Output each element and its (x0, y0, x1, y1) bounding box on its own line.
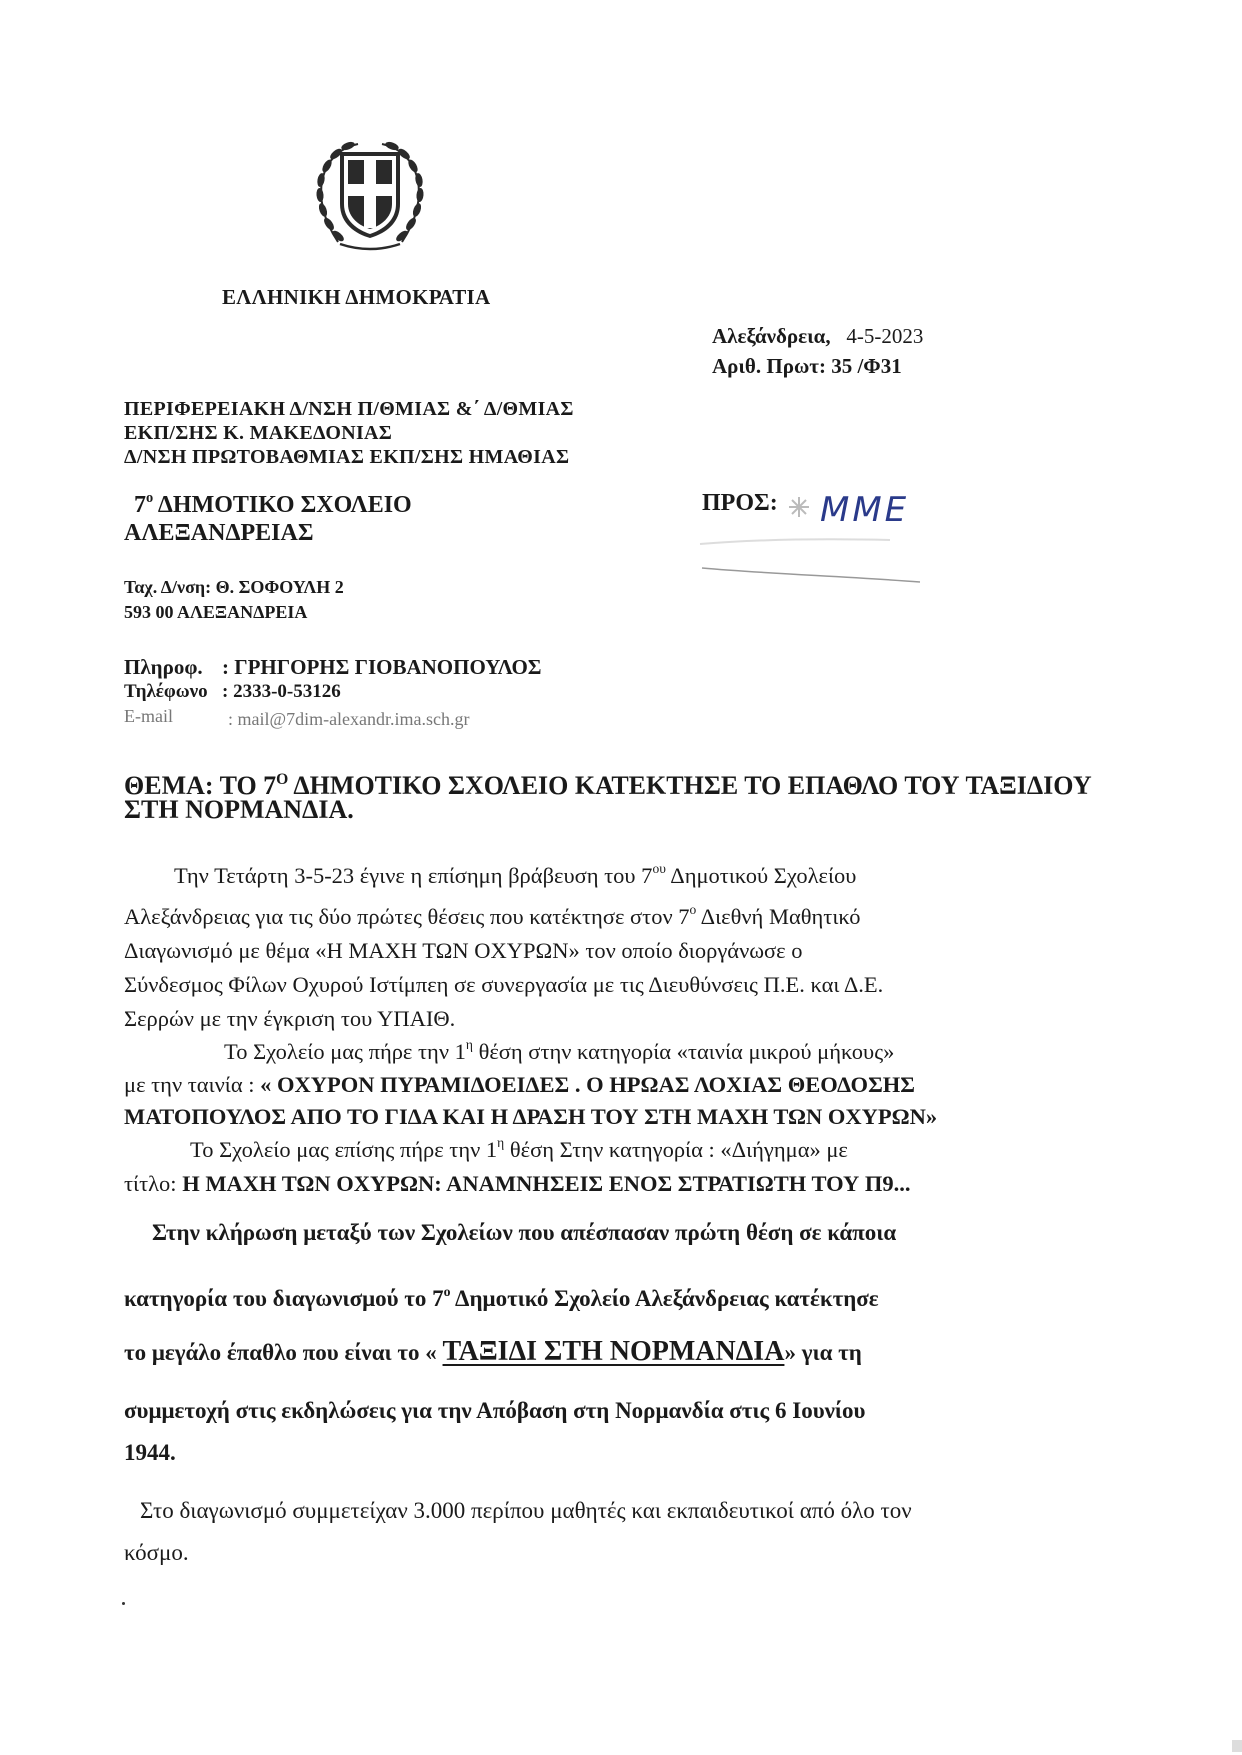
scan-smudge-lines (690, 530, 930, 590)
email-label: E-mail (124, 706, 173, 726)
p4-line-2-a: κατηγορία του διαγωνισμού το 7 (124, 1286, 444, 1311)
scan-speck (122, 1602, 125, 1605)
paragraph-short-film (124, 1028, 937, 1133)
phone-number: : 2333-0-53126 (222, 681, 341, 702)
story-title: Η ΜΑΧΗ ΤΩΝ ΟΧΥΡΩΝ: ΑΝΑΜΝΗΣΕΙΣ ΕΝΟΣ ΣΤΡΑΤΙΩΤΗ ΤΟΥ Π9... (182, 1171, 911, 1196)
paragraph-award-ceremony (124, 852, 883, 1036)
p1-line-2 (124, 893, 883, 934)
protocol-number: Αριθ. Πρωτ: 35 /Φ31 (712, 354, 902, 378)
p1-line-3: Διαγωνισμό με θέμα «Η ΜΑΧΗ ΤΩΝ ΟΧΥΡΩΝ» τον οποίο διοργάνωσε ο (124, 938, 803, 963)
subject-rest: ΔΗΜΟΤΙΚΟ ΣΧΟΛΕΙΟ ΚΑΤΕΚΤΗΣΕ ΤΟ ΕΠΑΘΛΟ ΤΟΥ ΤΑΞΙΔΙΟΥ (288, 771, 1092, 800)
contact-person-row (124, 655, 203, 680)
subject-sup: Ο (276, 771, 289, 788)
p4-line-3 (124, 1336, 862, 1368)
p5-line-1: Στο διαγωνισμό συμμετείχαν 3.000 περίπου μαθητές και εκπαιδευτικοί από όλο τον (140, 1498, 912, 1523)
p4-line-3-a: το μεγάλο έπαθλο που είναι το « (124, 1340, 443, 1365)
p2-line-2-a: με την ταινία : (124, 1072, 261, 1097)
p4-line-1: Στην κλήρωση μεταξύ των Σχολείων που απέσπασαν πρώτη θέση σε κάποια (152, 1220, 897, 1245)
p2-line-1-sup: η (465, 1037, 473, 1052)
p1-line-1-b: Δημοτικού Σχολείου (665, 863, 857, 888)
p3-line-1 (124, 1126, 911, 1167)
p4-line-3-b: » για τη (784, 1340, 862, 1365)
contact-person-label: Πληροφ. (124, 655, 203, 679)
film-title-part-1: « ΟΧΥΡΟΝ ΠΥΡΑΜΙΔΟΕΙΔΕΣ . Ο ΗΡΩΑΣ ΛΟΧΙΑΣ ΘΕΟΔΟΣΗΣ (260, 1072, 915, 1097)
p3-line-2-a: τίτλο: (124, 1171, 183, 1196)
date-value: 4-5-2023 (846, 324, 924, 348)
date-line (712, 324, 923, 349)
school-name-line-1 (134, 490, 412, 519)
p1-line-5: Σερρών με την έγκριση του ΥΠΑΙΘ. (124, 1006, 456, 1031)
film-title-part-2: ΜΑΤΟΠΟΥΛΟΣ ΑΠΟ ΤΟ ΓΙΔΑ ΚΑΙ Η ΔΡΑΣΗ ΤΟΥ ΣΤΗ ΜΑΧΗ ΤΩΝ ΟΧΥΡΩΝ» (124, 1104, 938, 1129)
school-number: 7 (134, 492, 146, 518)
postal-address: Ταχ. Δ/νση: Θ. ΣΟΦΟΥΛΗ 2 (124, 577, 344, 597)
p1-line-1-sup: ου (652, 861, 666, 876)
p2-line-1-b: θέση στην κατηγορία «ταινία μικρού μήκους» (472, 1039, 895, 1064)
regional-directorate-line-2: ΕΚΠ/ΣΗΣ Κ. ΜΑΚΕΔΟΝΙΑΣ (124, 422, 393, 444)
prize-title: ΤΑΞΙΔΙ ΣΤΗ ΝΟΡΜΑΝΔΙΑ (442, 1336, 785, 1367)
email-address: : mail@7dim-alexandr.ima.sch.gr (228, 709, 470, 729)
p5-line-2: κόσμο. (124, 1540, 189, 1565)
p2-line-2 (124, 1069, 937, 1101)
p3-line-1-sup: η (497, 1135, 505, 1150)
coat-of-arms-emblem (300, 122, 440, 262)
p1-line-2-a: Αλεξάνδρειας για τις δύο πρώτες θέσεις που κατέκτησε στον 7 (124, 904, 690, 929)
p4-line-4: συμμετοχή στις εκδηλώσεις για την Απόβαση στη Νορμανδία στις 6 Ιουνίου (124, 1398, 866, 1423)
date-place: Αλεξάνδρεια, (712, 324, 831, 348)
p1-line-4: Σύνδεσμος Φίλων Οχυρού Ιστίμπεη σε συνεργασία με τις Διευθύνσεις Π.Ε. και Δ.Ε. (124, 972, 884, 997)
primary-education-directorate: Δ/ΝΣΗ ΠΡΩΤΟΒΑΘΜΙΑΣ ΕΚΠ/ΣΗΣ ΗΜΑΘΙΑΣ (124, 446, 570, 468)
handwritten-recipient: ΜΜΕ (820, 490, 910, 530)
p1-line-1 (124, 852, 883, 893)
p2-line-1-a: Το Σχολείο μας πήρε την 1 (224, 1039, 466, 1064)
recipient-label: ΠΡΟΣ: (702, 490, 778, 516)
p1-line-1-a: Την Τετάρτη 3-5-23 έγινε η επίσημη βράβευση του 7 (174, 863, 653, 888)
school-name-line-2: ΑΛΕΞΑΝΔΡΕΙΑΣ (124, 520, 314, 546)
school-number-sup: ο (146, 490, 154, 506)
scan-corner-mark (1232, 1740, 1242, 1752)
p4-line-2-sup: ο (443, 1284, 451, 1299)
p1-line-2-b: Διεθνή Μαθητικό (696, 904, 861, 929)
subject-prefix: ΘΕΜΑ: ΤΟ 7 (124, 771, 277, 800)
school-name-text: ΔΗΜΟΤΙΚΟ ΣΧΟΛΕΙΟ (153, 492, 412, 518)
regional-directorate-line: ΠΕΡΙΦΕΡΕΙΑΚΗ Δ/ΝΣΗ Π/ΘΜΙΑΣ &΄ Δ/ΘΜΙΑΣ (124, 398, 574, 420)
stamp-mark-icon (788, 496, 810, 518)
p3-line-2 (124, 1167, 911, 1201)
p1-line-2-sup: ο (689, 902, 697, 917)
paragraph-short-story (124, 1126, 911, 1201)
subject-line-2: ΣΤΗ ΝΟΡΜΑΝΔΙΑ. (124, 795, 354, 824)
republic-heading: ΕΛΛΗΝΙΚΗ ΔΗΜΟΚΡΑΤΙΑ (222, 285, 491, 309)
p2-line-1 (124, 1028, 937, 1069)
p3-line-1-a: Το Σχολείο μας επίσης πήρε την 1 (190, 1137, 498, 1162)
contact-person-name: : ΓΡΗΓΟΡΗΣ ΓΙΟΒΑΝΟΠΟΥΛΟΣ (222, 655, 542, 679)
p3-line-1-b: θέση Στην κατηγορία : «Διήγημα» με (504, 1137, 848, 1162)
postal-code-city: 593 00 ΑΛΕΞΑΝΔΡΕΙΑ (124, 602, 308, 622)
phone-label: Τηλέφωνο (124, 681, 208, 702)
p4-line-5: 1944. (124, 1440, 176, 1465)
p4-line-2 (124, 1284, 879, 1312)
p4-line-2-b: Δημοτικό Σχολείο Αλεξάνδρειας κατέκτησε (450, 1286, 879, 1311)
phone-row (124, 681, 208, 703)
